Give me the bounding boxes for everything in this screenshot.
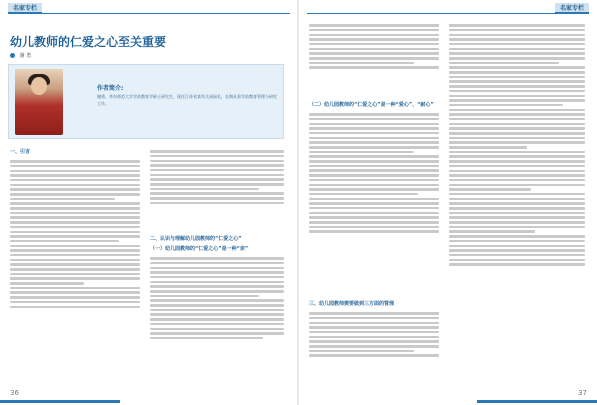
text-line [150, 257, 284, 260]
text-line [309, 118, 439, 121]
text-line [309, 62, 414, 65]
text-line [449, 174, 585, 177]
author-photo [15, 69, 63, 135]
body-text-column-2b [150, 255, 284, 386]
article-title: 幼儿教师的仁爱之心至关重要 [10, 35, 167, 49]
section-heading-intro: 一、引言 [10, 149, 31, 155]
text-line [309, 207, 439, 210]
text-line [10, 174, 140, 177]
text-line [309, 29, 439, 32]
text-line [309, 57, 439, 60]
text-line [150, 276, 284, 279]
text-line [309, 179, 439, 182]
text-line [449, 249, 585, 252]
text-line [309, 226, 439, 229]
text-line [449, 29, 585, 32]
text-line [449, 80, 585, 83]
text-line [150, 323, 284, 326]
header-rule-right [307, 13, 589, 14]
text-line [309, 113, 439, 116]
text-line [150, 290, 284, 293]
text-line [10, 263, 140, 266]
text-line [449, 198, 585, 201]
text-line [150, 313, 284, 316]
text-line [10, 306, 140, 309]
text-line [449, 52, 585, 55]
text-line [449, 118, 585, 121]
section-heading-2-1: （一）幼儿园教师的“仁爱之心”是一种“亲” [150, 246, 249, 252]
text-line [10, 287, 140, 290]
text-line [309, 169, 439, 172]
text-line [10, 165, 140, 168]
text-line [309, 137, 439, 140]
text-line [309, 155, 439, 158]
text-line [449, 259, 585, 262]
text-line [150, 271, 284, 274]
text-line [449, 34, 585, 37]
header-rule [8, 13, 290, 14]
text-line [150, 299, 284, 302]
text-line [150, 309, 284, 312]
text-line [150, 267, 284, 270]
section-heading-2-2: （二）幼儿园教师的“仁爱之心”是一种“爱心”、“耐心” [309, 102, 434, 108]
text-line [150, 304, 284, 307]
text-line [449, 155, 585, 158]
body-text-column-3a [309, 22, 439, 98]
text-line [449, 137, 585, 140]
text-line [449, 99, 585, 102]
body-text-column-2a [150, 148, 284, 232]
text-line [150, 295, 259, 298]
text-line [309, 24, 439, 27]
text-line [10, 277, 140, 280]
text-line [449, 151, 585, 154]
text-line [449, 226, 585, 229]
text-line [309, 146, 439, 149]
author-name: 谢 勇 [19, 53, 32, 59]
text-line [449, 43, 585, 46]
text-line [10, 291, 140, 294]
text-line [449, 254, 585, 257]
text-line [10, 216, 140, 219]
text-line [449, 235, 585, 238]
text-line [150, 169, 284, 172]
text-line [309, 48, 439, 51]
text-line [309, 202, 439, 205]
text-line [449, 170, 585, 173]
author-bullet-icon [10, 53, 15, 58]
text-line [449, 207, 585, 210]
body-text-column-3b [309, 111, 439, 296]
text-line [309, 123, 439, 126]
text-line [449, 141, 585, 144]
text-line [150, 281, 284, 284]
page-number-right: 37 [578, 389, 587, 397]
text-line [150, 150, 284, 153]
text-line [10, 221, 140, 224]
text-line [10, 259, 140, 262]
text-line [150, 192, 284, 195]
text-line [150, 318, 284, 321]
text-line [449, 221, 585, 224]
text-line [309, 141, 439, 144]
text-line [10, 235, 140, 238]
text-line [309, 331, 439, 334]
text-line [309, 127, 439, 130]
text-line [309, 354, 439, 357]
text-line [309, 322, 439, 325]
text-line [10, 254, 140, 257]
text-line [10, 273, 140, 276]
text-line [449, 76, 585, 79]
section-tab-right: 名家专栏 [555, 3, 589, 14]
text-line [309, 160, 439, 163]
text-line [309, 312, 439, 315]
text-line [10, 198, 115, 201]
text-line [449, 165, 585, 168]
text-line [150, 262, 284, 265]
right-page [299, 0, 597, 405]
text-line [309, 193, 418, 196]
text-line [150, 160, 284, 163]
text-line [150, 337, 263, 340]
section-heading-3: 三、幼儿园教师需要做到三方面的管理 [309, 301, 395, 307]
footer-bar-right [477, 400, 597, 403]
text-line [449, 202, 585, 205]
left-page [0, 0, 298, 405]
text-line [10, 240, 119, 243]
text-line [449, 85, 585, 88]
text-line [309, 326, 439, 329]
text-line [309, 184, 439, 187]
text-line [449, 48, 585, 51]
text-line [150, 197, 284, 200]
section-heading-2: 二、认识与理解幼儿园教师的“仁爱之心” [150, 236, 242, 242]
text-line [150, 285, 284, 288]
text-line [449, 179, 585, 182]
text-line [449, 132, 585, 135]
text-line [309, 221, 439, 224]
text-line [150, 164, 284, 167]
text-line [150, 183, 284, 186]
text-line [309, 340, 439, 343]
text-line [449, 90, 585, 93]
text-line [309, 216, 439, 219]
text-line [150, 202, 284, 205]
text-line [309, 212, 439, 215]
text-line [150, 328, 284, 331]
text-line [309, 336, 439, 339]
section-tab: 名家专栏 [8, 3, 42, 14]
text-line [10, 296, 140, 299]
text-line [449, 38, 585, 41]
text-line [449, 245, 585, 248]
text-line [449, 123, 585, 126]
text-line [309, 188, 439, 191]
text-line [10, 249, 140, 252]
text-line [309, 43, 439, 46]
text-line [449, 95, 585, 98]
text-line [309, 317, 439, 320]
text-line [309, 34, 439, 37]
text-line [309, 350, 414, 353]
author-line [10, 52, 31, 59]
text-line [150, 174, 284, 177]
text-line [150, 188, 259, 191]
text-line [10, 231, 140, 234]
body-text-column-1 [10, 158, 140, 386]
text-line [10, 212, 140, 215]
text-line [10, 207, 140, 210]
body-text-column-4 [449, 22, 585, 386]
bio-label: 作者简介: [97, 85, 124, 92]
text-line [449, 24, 585, 27]
text-line [449, 188, 531, 191]
text-line [449, 127, 585, 130]
author-bio-box [8, 64, 284, 139]
text-line [449, 230, 535, 233]
text-line [309, 165, 439, 168]
text-line [10, 193, 140, 196]
text-line [150, 332, 284, 335]
text-line [449, 109, 585, 112]
text-line [449, 146, 527, 149]
text-line [10, 184, 140, 187]
text-line [309, 66, 439, 69]
text-line [449, 113, 585, 116]
text-line [309, 38, 439, 41]
text-line [449, 104, 563, 107]
text-line [449, 184, 585, 187]
text-line [449, 193, 585, 196]
text-line [449, 66, 585, 69]
text-line [449, 263, 585, 266]
text-line [10, 268, 140, 271]
text-line [449, 62, 559, 65]
text-line [10, 160, 140, 163]
text-line [449, 216, 585, 219]
text-line [449, 160, 585, 163]
body-text-column-3c [309, 310, 439, 386]
text-line [449, 71, 585, 74]
text-line [10, 202, 140, 205]
text-line [10, 226, 140, 229]
text-line [10, 301, 140, 304]
text-line [449, 240, 585, 243]
text-line [449, 57, 585, 60]
text-line [10, 179, 140, 182]
text-line [309, 345, 439, 348]
text-line [309, 132, 439, 135]
text-line [309, 198, 439, 201]
page-number-left: 36 [10, 389, 19, 397]
text-line [309, 52, 439, 55]
text-line [309, 230, 439, 233]
text-line [10, 170, 140, 173]
text-line [150, 155, 284, 158]
bio-text: 谢勇，华东师范大学学前教育学硕士研究生，现任江苏省某幼儿园园长，长期从事学前教育管理与研究工作。 [97, 94, 277, 106]
footer-bar-left [0, 400, 120, 403]
text-line [309, 151, 414, 154]
text-line [449, 212, 585, 215]
text-line [150, 178, 284, 181]
text-line [10, 282, 84, 285]
text-line [10, 245, 140, 248]
text-line [10, 188, 140, 191]
text-line [309, 174, 439, 177]
photo-face [31, 77, 47, 95]
